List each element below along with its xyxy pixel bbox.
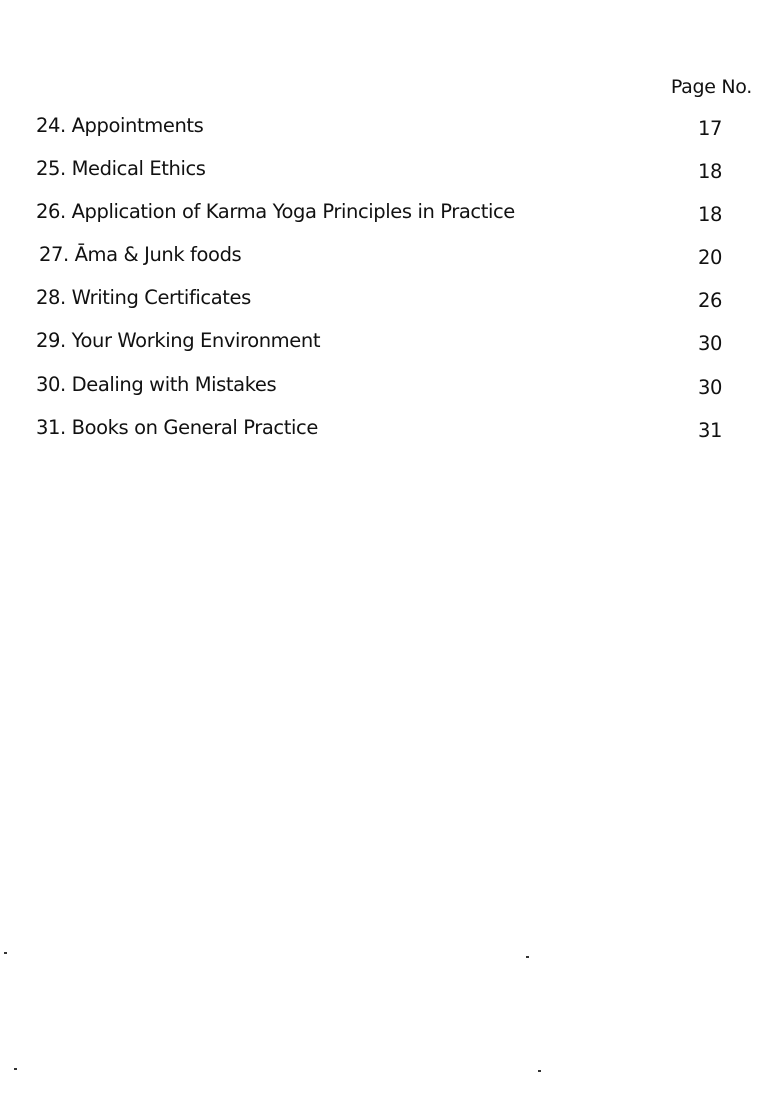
- entry-title: 29. Your Working Environment: [36, 329, 321, 352]
- entry-title: 24. Appointments: [36, 114, 204, 137]
- entry-title: 26. Application of Karma Yoga Principles in Practice: [36, 200, 515, 223]
- entry-title: 25. Medical Ethics: [36, 157, 206, 180]
- scan-speck: [14, 1068, 17, 1070]
- entry-page: 18: [697, 160, 722, 183]
- toc-entry: [36, 157, 746, 187]
- entry-page: 30: [697, 376, 722, 399]
- toc-entry: [36, 416, 746, 446]
- toc-entry: [36, 373, 746, 403]
- scan-speck: [4, 952, 7, 954]
- toc-entry: [39, 243, 749, 273]
- page-no-header: Page No.: [670, 76, 752, 98]
- entry-title: 30. Dealing with Mistakes: [36, 373, 277, 396]
- toc-entry: [36, 286, 746, 316]
- scan-speck: [526, 956, 529, 958]
- entry-title: 27. Āma & Junk foods: [39, 243, 242, 266]
- entry-page: 18: [697, 203, 722, 226]
- entry-page: 20: [697, 246, 722, 269]
- entry-page: 17: [697, 117, 722, 140]
- toc-entry: [36, 200, 746, 230]
- toc-entry: [36, 114, 746, 144]
- entry-page: 26: [697, 289, 722, 312]
- scan-speck: [538, 1070, 541, 1072]
- entry-page: 30: [697, 332, 722, 355]
- entry-page: 31: [697, 419, 722, 442]
- entry-title: 31. Books on General Practice: [36, 416, 318, 439]
- toc-entry: [36, 329, 746, 359]
- entry-title: 28. Writing Certificates: [36, 286, 251, 309]
